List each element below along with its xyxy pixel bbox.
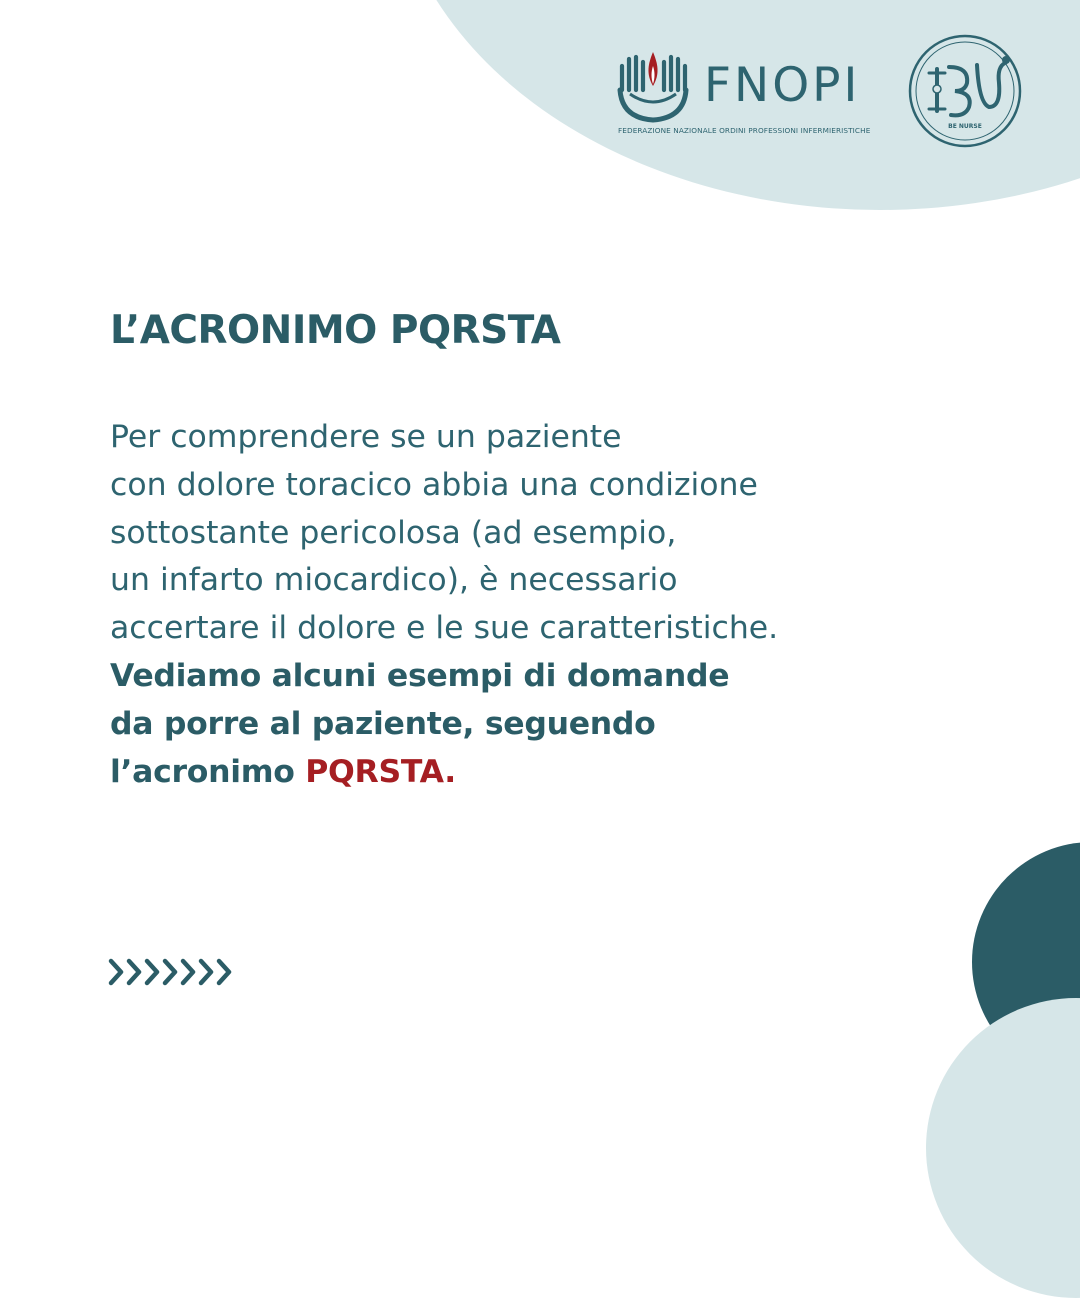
fnopi-logo bbox=[614, 44, 884, 144]
bold-line-1: Vediamo alcuni esempi di domande bbox=[110, 657, 730, 694]
light-decorative-circle bbox=[926, 998, 1080, 1298]
paragraph-line-1: Per comprendere se un paziente bbox=[110, 419, 622, 455]
benurse-caption: BE NURSE bbox=[948, 123, 982, 130]
benurse-logo bbox=[907, 33, 1023, 149]
paragraph-line-5: accertare il dolore e le sue caratteristiche. bbox=[110, 610, 779, 647]
stethoscope-badge-icon bbox=[907, 33, 1023, 149]
paragraph-line-3: sottostante pericolosa (ad esempio, bbox=[110, 514, 677, 551]
acronym-highlight: PQRSTA. bbox=[305, 753, 456, 790]
paragraph-line-2: con dolore toracico abbia una condizione bbox=[110, 466, 758, 503]
page-title: L’ACRONIMO PQRSTA bbox=[110, 308, 561, 353]
paragraph-line-4: un infarto miocardico), è necessario bbox=[110, 562, 678, 599]
fnopi-wordmark: FNOPI bbox=[704, 58, 861, 113]
bold-line-3 bbox=[110, 749, 1010, 797]
bold-line-2: da porre al paziente, seguendo bbox=[110, 705, 656, 742]
body-paragraph bbox=[110, 414, 1010, 796]
chevrons-right-icon bbox=[107, 955, 247, 989]
fnopi-full-name: FEDERAZIONE NAZIONALE ORDINI PROFESSIONI INFERMIERISTICHE bbox=[618, 126, 871, 135]
hands-flame-icon bbox=[614, 46, 692, 124]
acronym-prefix: l’acronimo bbox=[110, 753, 306, 790]
